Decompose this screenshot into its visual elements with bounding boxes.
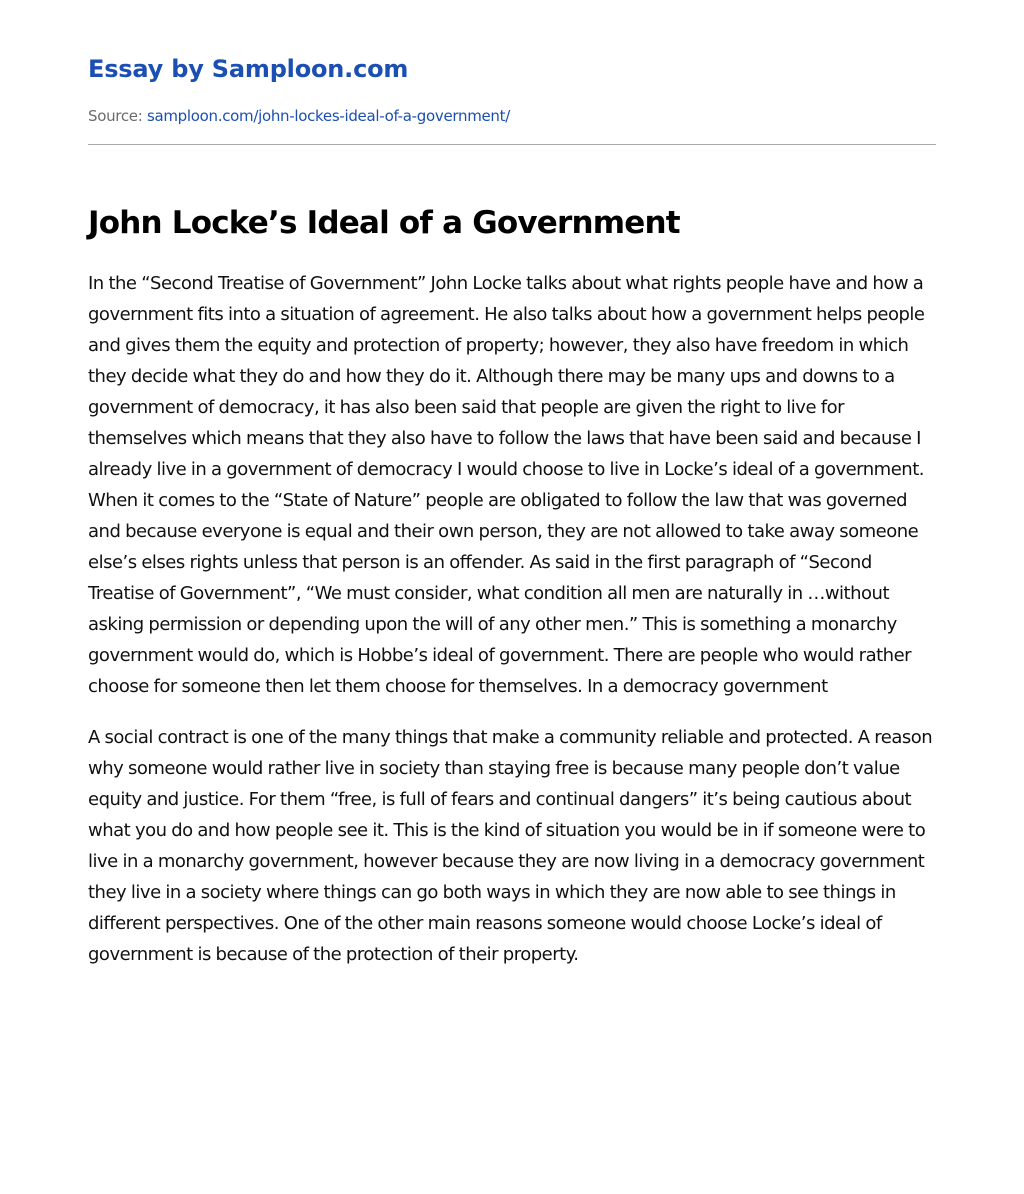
essay-paragraph-2: When it comes to the “State of Nature” people are obligated to follow the law that was governed and because everyone is equal and their own person, they are not allowed to take away someone else’s elses rights unless that person is an offender. As said in the first paragraph of “Second Treatise of Government”, “We must consider, what condition all men are naturally in …without asking permission or depending upon the will of any other men.” This is something a monarchy government would do, which is Hobbe’s ideal of government. There are people who would rather choose for someone then let them choose for themselves. In a democracy government [88, 490, 919, 697]
essay-paragraph-3: A social contract is one of the many things that make a community reliable and protected. A reason why someone would rather live in society than staying free is because many people don’t value equity and justice. For them “free, is full of fears and continual dangers” it’s being cautious about what you do and how people see it. This is the kind of situation you would be in if someone were to live in a monarchy government, however because they are now living in a democracy government they live in a society where things can go both ways in which they are now able to see things in different perspectives. One of the other main reasons someone would choose Locke’s ideal of government is because of the protection of their property. [88, 727, 933, 965]
source-label: Source: [88, 107, 147, 125]
source-link[interactable]: samploon.com/john-lockes-ideal-of-a-government/ [146, 107, 510, 125]
essay-title: John Locke’s Ideal of a Government [88, 205, 680, 241]
source-line [88, 105, 510, 127]
essay-paragraph-1: In the “Second Treatise of Government” John Locke talks about what rights people have and how a government fits into a situation of agreement. He also talks about how a government helps people and gives them the equity and protection of property; however, they also have freedom in which they decide what they do and how they do it. Although there may be many ups and downs to a government of democracy, it has also been said that people are given the right to live for themselves which means that they also have to follow the laws that have been said and because I already live in a government of democracy I would choose to live in Locke’s ideal of a government. [88, 273, 925, 480]
essay-body [88, 268, 936, 970]
site-brand-title: Essay by Samploon.com [88, 55, 409, 83]
header-divider [88, 144, 936, 145]
